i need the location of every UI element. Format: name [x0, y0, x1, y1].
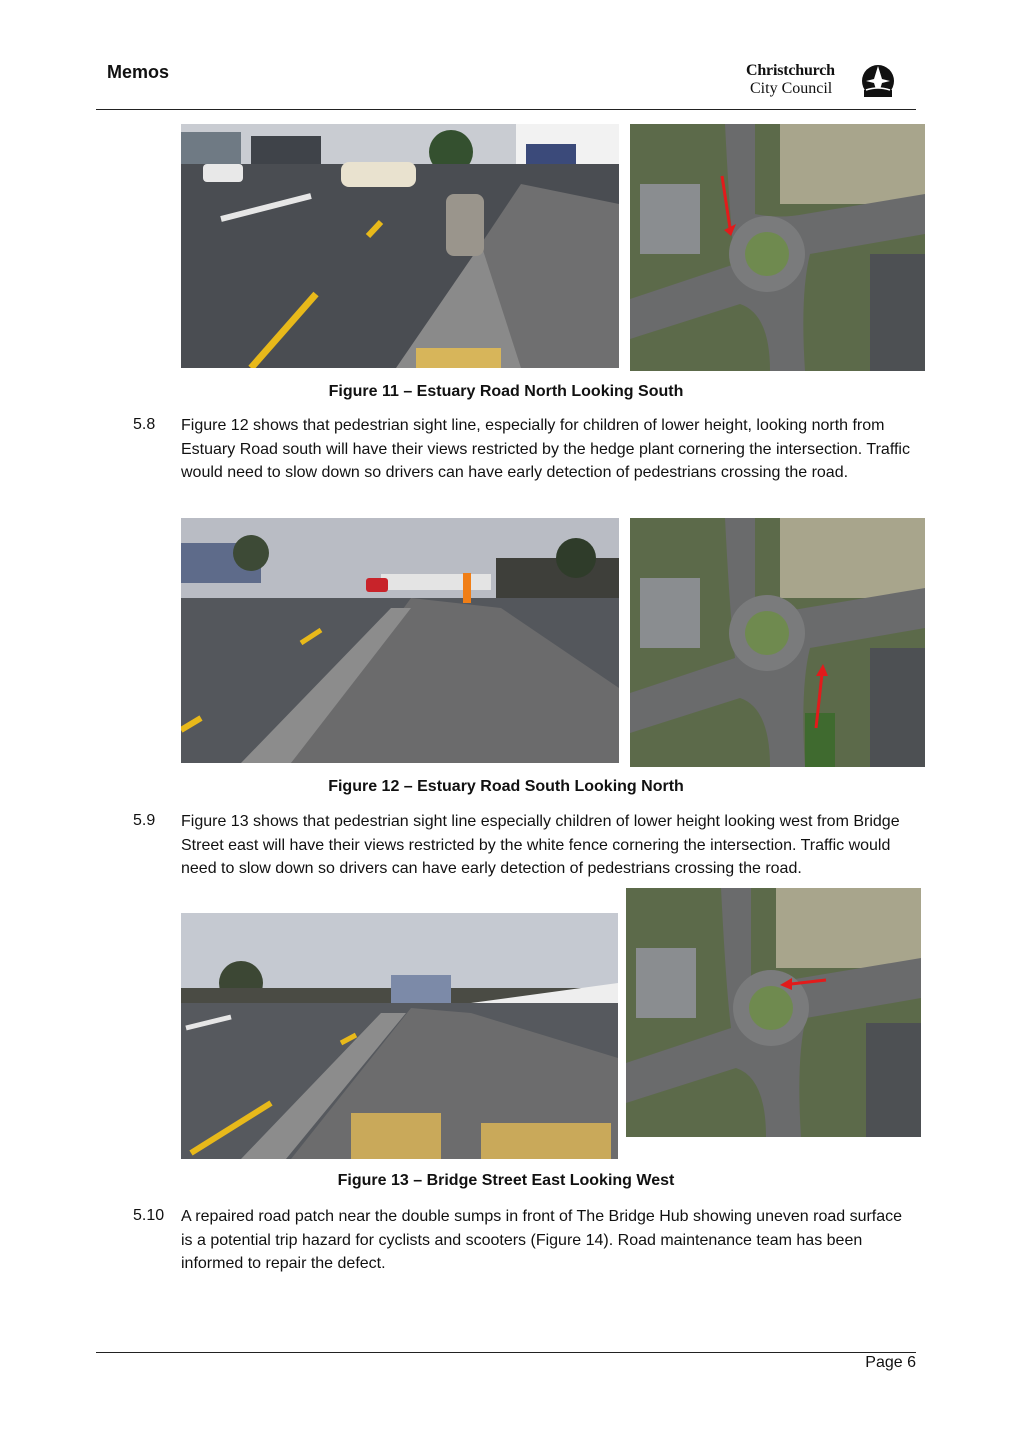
figure-12-aerial-map [630, 518, 925, 767]
figure-11-caption: Figure 11 – Estuary Road North Looking South [328, 383, 684, 400]
header-rule [96, 109, 916, 110]
figure-11-street-photo [181, 124, 619, 368]
figure-13-caption: Figure 13 – Bridge Street East Looking West [337, 1172, 675, 1189]
paragraph-number: 5.8 [133, 416, 156, 433]
footer-rule [96, 1352, 916, 1353]
paragraph-number: 5.9 [133, 812, 156, 829]
figure-13-street-photo [181, 913, 618, 1159]
paragraph-text: Figure 12 shows that pedestrian sight line, especially for children of lower height, looking north from Estuary Road south will have their views restricted by the hedge plant cornering the intersection. Traffic would need to slow down so drivers can have early detection of pedestrians crossing the road. [181, 417, 910, 481]
header-title: Memos [107, 62, 170, 82]
logo-line-1: Christchurch [746, 62, 835, 79]
figure-12-street-photo [181, 518, 619, 763]
figure-12-caption: Figure 12 – Estuary Road South Looking North [328, 778, 684, 795]
figure-11-aerial-map [630, 124, 925, 371]
logo-line-2: City Council [750, 80, 833, 97]
cathedral-icon [860, 63, 896, 99]
page-number: Page 6 [865, 1354, 916, 1371]
paragraph-text: A repaired road patch near the double sumps in front of The Bridge Hub showing uneven road surface is a potential trip hazard for cyclists and scooters (Figure 14). Road maintenance team has been informed to repair the defect. [181, 1208, 903, 1272]
paragraph-number: 5.10 [133, 1207, 165, 1224]
paragraph-text: Figure 13 shows that pedestrian sight line especially children of lower height looking west from Bridge Street east will have their views restricted by the white fence cornering the intersection. Traffic would need to slow down so drivers can have early detection of pedestrians crossing the road. [181, 813, 900, 877]
figure-13-aerial-map [626, 888, 921, 1137]
council-logo [746, 62, 906, 102]
